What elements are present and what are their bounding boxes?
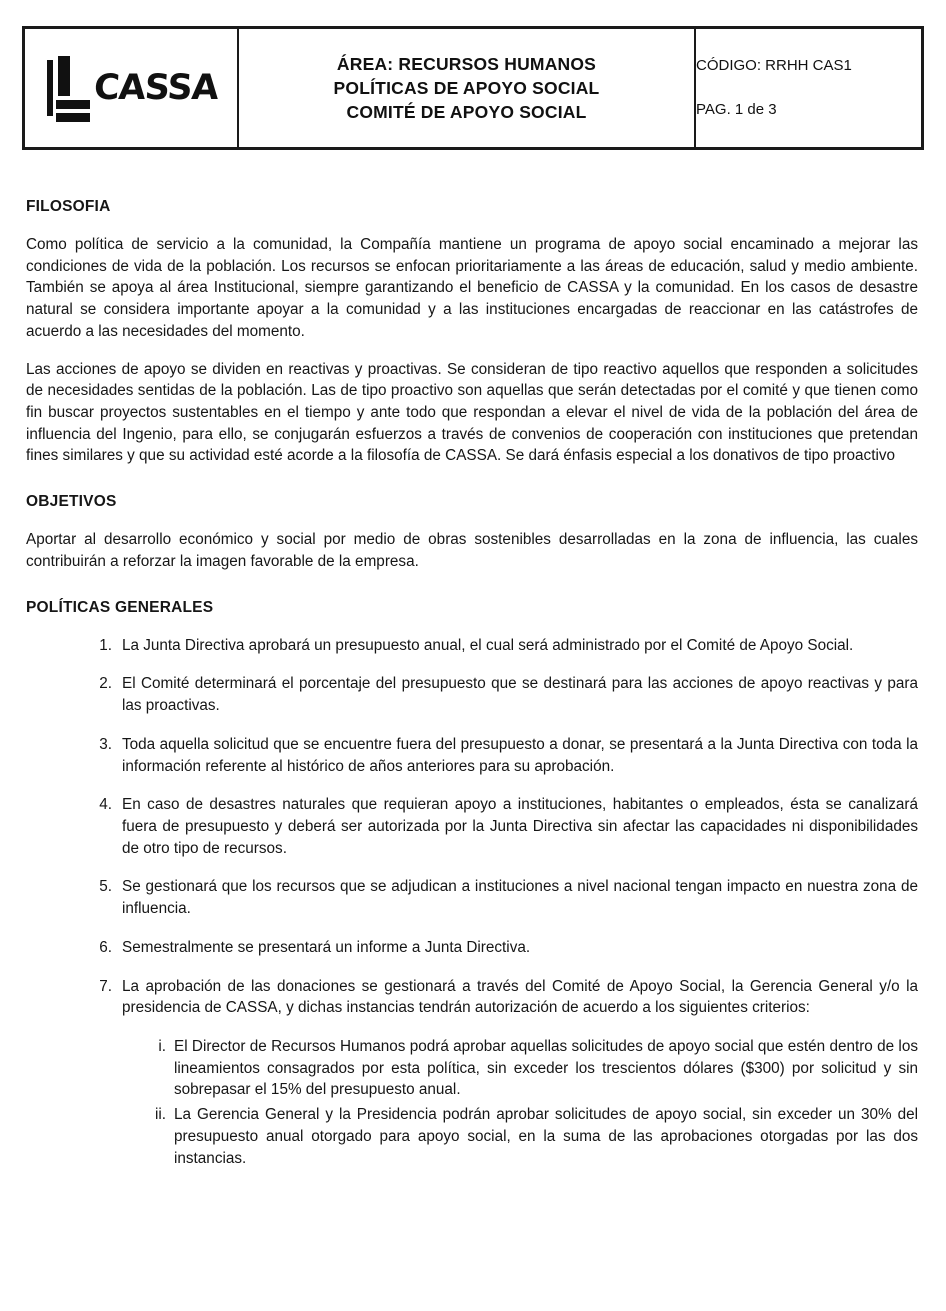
header-title-line-1: ÁREA: RECURSOS HUMANOS xyxy=(336,53,597,74)
header-title-line-3: COMITÉ DE APOYO SOCIAL xyxy=(346,102,587,123)
document-page xyxy=(0,26,946,1311)
logo-text: CASSA xyxy=(92,68,220,108)
politicas-subcriteria-list xyxy=(26,1036,918,1169)
list-item: La Gerencia General y la Presidencia podrán aprobar solicitudes de apoyo social, sin exceder un 30% del presupuesto anual otorgado para apoyo social, en la suma de las aprobaciones otorgadas por las dos instancias. xyxy=(174,1106,918,1167)
list-item: El Comité determinará el porcentaje del presupuesto que se destinará para las acciones de apoyo reactivas y para las proactivas. xyxy=(122,675,918,715)
page-number: PAG. 1 de 3 xyxy=(696,101,777,118)
header-code-cell xyxy=(695,28,923,149)
section-heading-objetivos: OBJETIVOS xyxy=(26,493,117,511)
politicas-subcriteria-wrapper xyxy=(26,1036,918,1169)
header-title-line-2: POLÍTICAS DE APOYO SOCIAL xyxy=(333,77,600,98)
logo-mark-icon xyxy=(44,56,90,120)
header-title-cell xyxy=(238,28,695,149)
list-item: En caso de desastres naturales que requieran apoyo a instituciones, habitantes o empleados, ésta se canalizará fuera de presupuesto y deberá ser autorizada por la Junta Directiva sin afectar las capacidades ni disponibilidades de otro tipo de recursos. xyxy=(122,796,918,857)
section-heading-politicas-generales: POLÍTICAS GENERALES xyxy=(26,598,214,616)
document-header-table xyxy=(22,26,924,150)
document-body xyxy=(26,150,918,1169)
document-code: CÓDIGO: RRHH CAS1 xyxy=(696,57,852,74)
list-item: La Junta Directiva aprobará un presupuesto anual, el cual será administrado por el Comité de Apoyo Social. xyxy=(122,636,854,654)
logo-cell xyxy=(24,28,239,149)
list-item: Semestralmente se presentará un informe a Junta Directiva. xyxy=(122,938,531,956)
filosofia-paragraph-2: Las acciones de apoyo se dividen en reactivas y proactivas. Se consideran de tipo reactivo aquellos que responden a solicitudes de necesidades sentidas de la población. Las de tipo proactivo son aquellas que serán detectadas por el comité y que tienen como fin buscar proyectos sustentables en el tiempo y ante todo que respondan a elevar el nivel de vida de la población del área de influencia del Ingenio, para ello, se conjugarán esfuerzos a través de convenios de cooperación con instituciones que pretendan fines similares y que su actividad esté acorde a la filosofía de CASSA. Se dará énfasis especial a los donativos de tipo proactivo xyxy=(26,360,918,465)
list-item: El Director de Recursos Humanos podrá aprobar aquellas solicitudes de apoyo social que estén dentro de los lineamientos consagrados por esta política, sin exceder los trescientos dólares ($300) por solicitud y sin sobrepasar el 15% del presupuesto anual. xyxy=(174,1037,918,1099)
list-item: Se gestionará que los recursos que se adjudican a instituciones a nivel nacional tengan impacto en nuestra zona de influencia. xyxy=(122,878,918,918)
politicas-list xyxy=(26,635,918,1019)
list-item: La aprobación de las donaciones se gestionará a través del Comité de Apoyo Social, la Gerencia General y/o la presidencia de CASSA, y dichas instancias tendrán autorización de acuerdo a los siguientes criterios: xyxy=(122,977,918,1017)
list-item: Toda aquella solicitud que se encuentre fuera del presupuesto a donar, se presentará a la Junta Directiva con toda la información referente al histórico de años anteriores para su aprobación. xyxy=(122,735,918,775)
company-logo xyxy=(25,29,237,147)
section-heading-filosofia: FILOSOFIA xyxy=(26,198,111,215)
objetivos-paragraph-1: Aportar al desarrollo económico y social por medio de obras sostenibles desarrolladas en la zona de influencia, las cuales contribuirán a reforzar la imagen favorable de la empresa. xyxy=(26,531,918,570)
filosofia-paragraph-1: Como política de servicio a la comunidad, la Compañía mantiene un programa de apoyo social encaminado a mejorar las condiciones de vida de la población. Los recursos se enfocan prioritariamente a las áreas de educación, salud y medio ambiente. También se apoya al área Institucional, siempre garantizando el beneficio de CASSA y la comunidad. En los casos de desastre natural se considera importante apoyar a la comunidad y a las instituciones encargadas de reaccionar en las catástrofes de acuerdo a las necesidades del momento. xyxy=(26,236,918,340)
